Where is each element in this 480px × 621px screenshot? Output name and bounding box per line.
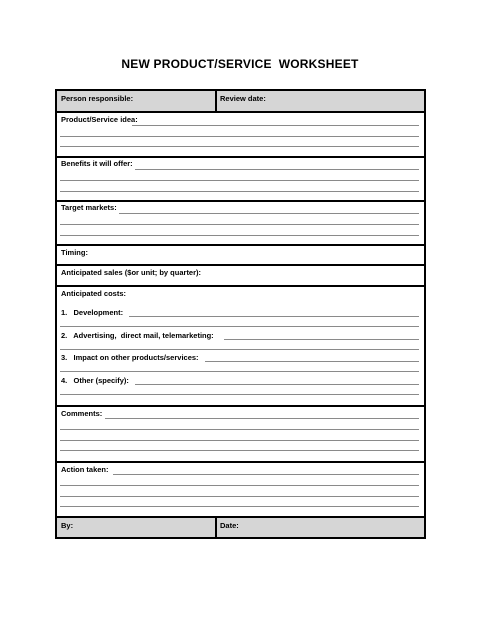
column-divider [215,518,217,539]
write-line[interactable] [60,224,419,225]
write-line[interactable] [60,191,419,192]
write-line[interactable] [129,316,419,317]
section-divider [57,405,424,407]
anticipated-costs-label: Anticipated costs: [61,289,127,298]
write-line[interactable] [60,496,419,497]
timing-label: Timing: [61,248,88,257]
write-line[interactable] [205,361,419,362]
write-line[interactable] [60,506,419,507]
section-divider [57,264,424,266]
section-divider [57,156,424,158]
by-label: By: [61,521,74,530]
write-line[interactable] [60,180,419,181]
write-line[interactable] [113,474,419,475]
section-divider [57,200,424,202]
write-line[interactable] [60,440,419,441]
column-divider [215,91,217,111]
write-line[interactable] [60,429,419,430]
write-line[interactable] [135,169,419,170]
comments-label: Comments: [61,409,103,418]
write-line[interactable] [224,339,419,340]
worksheet-form [55,89,426,539]
date-label: Date: [220,521,239,530]
write-line[interactable] [60,450,419,451]
section-divider [57,244,424,246]
by-date-row [57,518,424,537]
review-date-label: Review date: [220,94,266,103]
worksheet-title: NEW PRODUCT/SERVICE WORKSHEET [121,57,359,71]
write-line[interactable] [60,394,419,395]
cost-item-advertising: 2. Advertising, direct mail, telemarketing: [61,331,214,340]
write-line[interactable] [60,235,419,236]
section-divider [57,285,424,287]
write-line[interactable] [60,146,419,147]
write-line[interactable] [60,326,419,327]
anticipated-sales-label: Anticipated sales ($or unit; by quarter): [61,268,202,277]
section-divider [57,461,424,463]
write-line[interactable] [60,349,419,350]
cost-item-development: 1. Development: [61,308,124,317]
cost-item-impact: 3. Impact on other products/services: [61,353,199,362]
write-line[interactable] [60,485,419,486]
write-line[interactable] [132,125,419,126]
action-taken-label: Action taken: [61,465,109,474]
write-line[interactable] [60,371,419,372]
section-divider [57,111,424,113]
write-line[interactable] [135,384,419,385]
person-responsible-label: Person responsible: [61,94,134,103]
product-service-idea-label: Product/Service idea: [61,115,138,124]
write-line[interactable] [60,136,419,137]
write-line[interactable] [105,418,419,419]
benefits-label: Benefits it will offer: [61,159,133,168]
target-markets-label: Target markets: [61,203,117,212]
write-line[interactable] [119,213,419,214]
cost-item-other: 4. Other (specify): [61,376,129,385]
